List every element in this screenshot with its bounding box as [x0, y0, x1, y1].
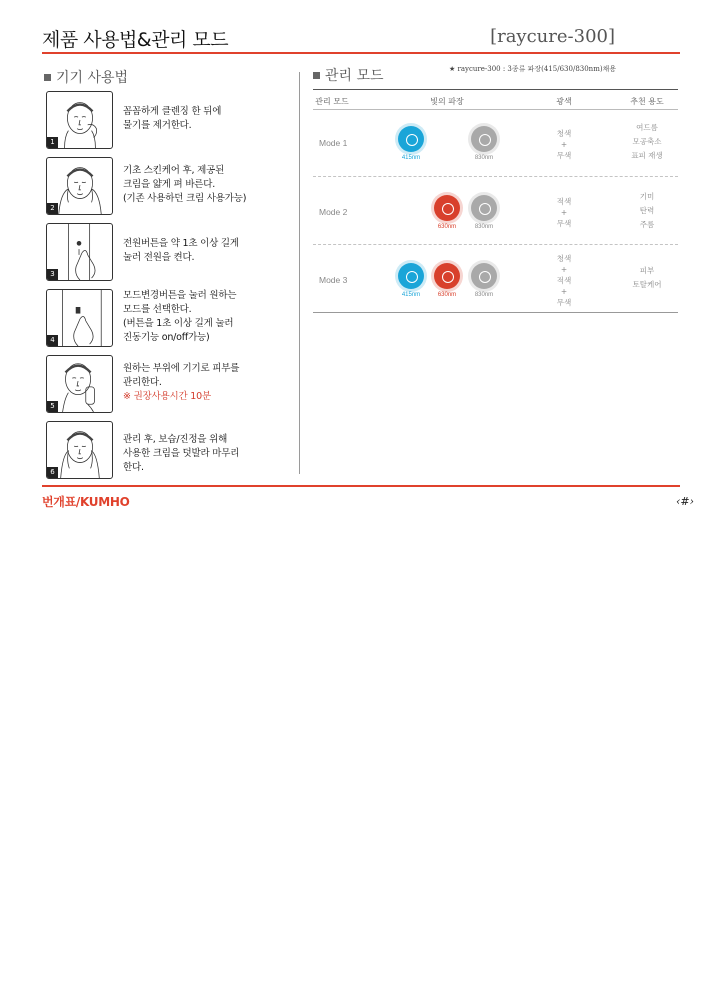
table-bottom-rule: [313, 312, 678, 313]
mode-2-recommended-use: 기미 탄력 주름: [639, 192, 655, 229]
step-number: 4: [47, 335, 58, 346]
usage-step: [46, 91, 294, 151]
step-text: 기초 스킨케어 후, 제공된 크림을 얇게 펴 바른다. (기존 사용하던 크림 사용가능): [123, 165, 247, 204]
usage-step: [46, 157, 294, 217]
device-power-button-illustration: [46, 223, 113, 281]
blue-light-icon: [398, 126, 424, 152]
usage-step: [46, 223, 294, 283]
face-cleansing-illustration: [46, 91, 113, 149]
mode-2-label: Mode 2: [319, 207, 348, 217]
page-title: 제품 사용법&관리 모드: [42, 29, 229, 51]
mode-1-light-color: 청색 + 무색: [556, 129, 572, 160]
red-light-icon: [434, 263, 460, 289]
bullet-square-icon: [313, 72, 320, 79]
usage-heading: [44, 67, 128, 87]
page-number: ‹#›: [676, 495, 695, 508]
usage-time-warning: ※ 권장사용시간 10분: [123, 391, 211, 402]
step-number: 6: [47, 467, 58, 478]
mode-2-light-color: 적색 + 무색: [556, 197, 572, 228]
infrared-light-icon: [471, 263, 497, 289]
face-device-use-illustration: [46, 355, 113, 413]
infrared-light-icon: [471, 195, 497, 221]
row-divider: [313, 244, 678, 245]
row-divider: [313, 176, 678, 177]
table-header-rule: [313, 109, 678, 110]
mode-3-label: Mode 3: [319, 275, 348, 285]
col-header-mode: 관리 모드: [315, 97, 349, 106]
mode-heading-text: 관리 모드: [325, 68, 384, 84]
mode-1-label: Mode 1: [319, 138, 348, 148]
device-mode-button-illustration: [46, 289, 113, 347]
brand-logo: 번개표/KUMHO: [42, 495, 130, 509]
usage-step: [46, 421, 294, 481]
wavelength-415-marker: 415nm: [386, 263, 436, 298]
step-number: 3: [47, 269, 58, 280]
wavelength-830-marker: 830nm: [459, 195, 509, 230]
infrared-light-icon: [471, 126, 497, 152]
step-number: 1: [47, 137, 58, 148]
bottom-rule: [42, 485, 680, 487]
wavelength-830-marker: 830nm: [459, 126, 509, 161]
step-text: 원하는 부위에 기기로 피부를 관리한다. ※ 권장사용시간 10분: [123, 363, 240, 402]
usage-heading-text: 기기 사용법: [56, 70, 129, 86]
bullet-square-icon: [44, 74, 51, 81]
usage-step: [46, 289, 294, 349]
mode-heading: [313, 65, 384, 85]
model-tag: [raycure-300]: [490, 26, 615, 47]
wavelength-630-marker: 630nm: [422, 263, 472, 298]
face-finishing-illustration: [46, 421, 113, 479]
step-text: 모드변경버튼을 눌러 원하는 모드를 선택한다. (버튼을 1초 이상 길게 눌러 진동기능 on/off가능): [123, 290, 237, 343]
col-header-wavelength: 빛의 파장: [430, 97, 464, 106]
red-light-icon: [434, 195, 460, 221]
col-header-light-color: 광색: [556, 97, 572, 106]
step-text: 전원버튼을 약 1초 이상 길게 눌러 전원을 켠다.: [123, 238, 239, 263]
step-text: 관리 후, 보습/진정을 위해 사용한 크림을 덧발라 마무리 한다.: [123, 434, 240, 473]
mode-3-recommended-use: 피부 토탈케어: [632, 266, 662, 289]
face-applying-cream-illustration: [46, 157, 113, 215]
column-divider: [299, 72, 300, 474]
wavelength-415-marker: 415nm: [386, 126, 436, 161]
blue-light-icon: [398, 263, 424, 289]
wavelength-630-marker: 630nm: [422, 195, 472, 230]
col-header-use: 추천 용도: [630, 97, 664, 106]
step-text: 꼼꼼하게 클렌징 한 뒤에 물기를 제거한다.: [123, 106, 222, 131]
step-number: 5: [47, 401, 58, 412]
step-number: 2: [47, 203, 58, 214]
table-top-rule: [313, 89, 678, 90]
wavelength-note: ★ raycure-300 : 3종류 파장(415/630/830nm)채용: [449, 65, 617, 73]
top-rule: [42, 52, 680, 54]
usage-step: [46, 355, 294, 415]
mode-3-light-color: 청색 + 적색 + 무색: [556, 254, 572, 307]
wavelength-830-marker: 830nm: [459, 263, 509, 298]
mode-1-recommended-use: 여드름 모공축소 표피 재생: [631, 123, 663, 160]
